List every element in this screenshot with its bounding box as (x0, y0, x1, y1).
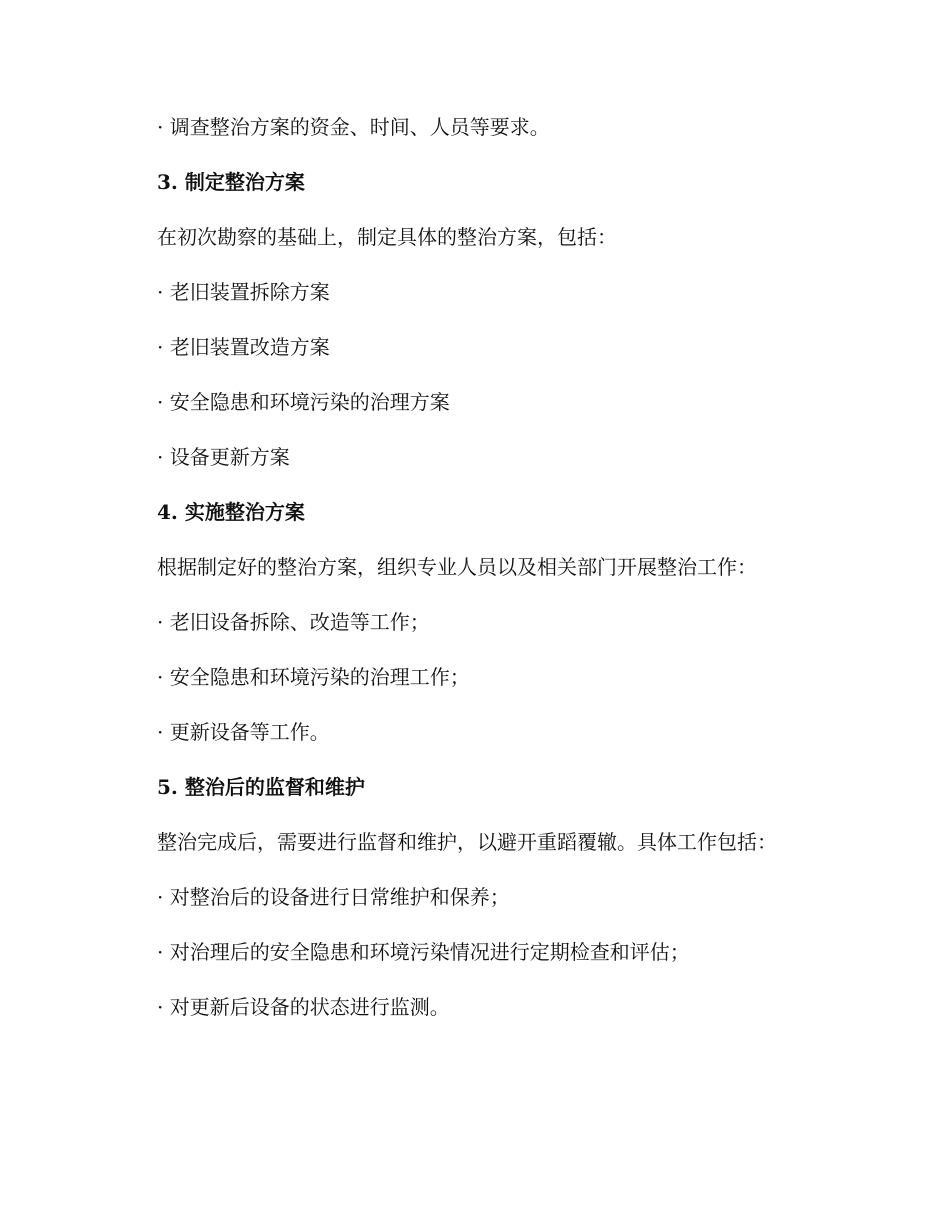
bullet-item: · 安全隐患和环境污染的治理方案 (157, 390, 450, 414)
bullet-item: · 对更新后设备的状态进行监测。 (157, 995, 450, 1019)
bullet-item: · 安全隐患和环境污染的治理工作； (157, 665, 470, 689)
section-heading: 4. 实施整治方案 (157, 500, 305, 524)
bullet-item: · 设备更新方案 (157, 445, 290, 469)
bullet-item: · 老旧装置拆除方案 (157, 280, 330, 304)
bullet-item: · 调查整治方案的资金、时间、人员等要求。 (157, 115, 550, 139)
document-body (157, 111, 857, 1046)
bullet-item: · 对整治后的设备进行日常维护和保养； (157, 885, 510, 909)
bullet-item: · 老旧设备拆除、改造等工作； (157, 610, 430, 634)
bullet-item: · 对治理后的安全隐患和环境污染情况进行定期检查和评估； (157, 940, 690, 964)
paragraph: 在初次勘察的基础上，制定具体的整治方案，包括： (157, 225, 617, 249)
paragraph: 根据制定好的整治方案，组织专业人员以及相关部门开展整治工作： (157, 555, 757, 579)
section-heading: 5. 整治后的监督和维护 (157, 775, 365, 799)
section-heading: 3. 制定整治方案 (157, 170, 305, 194)
paragraph: 整治完成后，需要进行监督和维护，以避开重蹈覆辙。具体工作包括： (157, 830, 777, 854)
bullet-item: · 更新设备等工作。 (157, 720, 330, 744)
bullet-item: · 老旧装置改造方案 (157, 335, 330, 359)
